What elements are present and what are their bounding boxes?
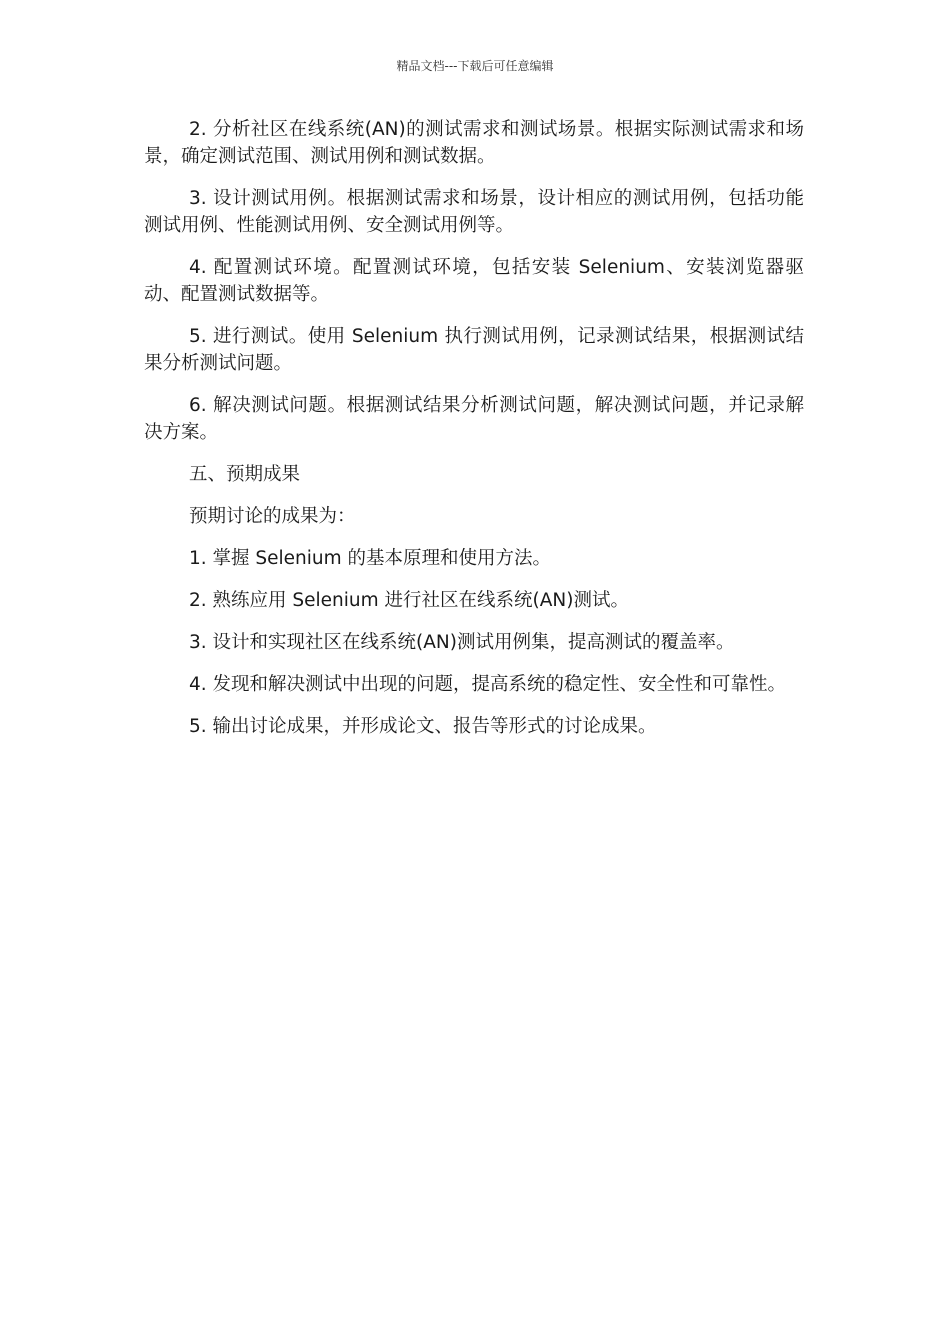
list-item-result-3: 3. 设计和实现社区在线系统(AN)测试用例集，提高测试的覆盖率。 [189,632,735,653]
document-body [144,116,804,755]
paragraph-step-5: 5. 进行测试。使用 Selenium 执行测试用例，记录测试结果，根据测试结果分析测试问题。 [144,326,804,374]
paragraph-step-2: 2. 分析社区在线系统(AN)的测试需求和测试场景。根据实际测试需求和场景，确定测试范围、测试用例和测试数据。 [144,119,804,167]
paragraph-results-intro: 预期讨论的成果为： [189,506,356,527]
paragraph-step-4: 4. 配置测试环境。配置测试环境，包括安装 Selenium、安装浏览器驱动、配置测试数据等。 [144,257,804,305]
list-item-result-4: 4. 发现和解决测试中出现的问题，提高系统的稳定性、安全性和可靠性。 [189,674,787,695]
list-item-result-2: 2. 熟练应用 Selenium 进行社区在线系统(AN)测试。 [189,590,629,611]
list-item-result-5: 5. 输出讨论成果，并形成论文、报告等形式的讨论成果。 [189,716,657,737]
list-item-result-1: 1. 掌握 Selenium 的基本原理和使用方法。 [189,548,552,569]
paragraph-step-3: 3. 设计测试用例。根据测试需求和场景，设计相应的测试用例，包括功能测试用例、性能测试用例、安全测试用例等。 [144,188,804,236]
page-header: 精品文档---下载后可任意编辑 [396,59,554,73]
paragraph-step-6: 6. 解决测试问题。根据测试结果分析测试问题，解决测试问题，并记录解决方案。 [144,395,804,443]
section-heading-expected-results: 五、预期成果 [189,464,301,485]
